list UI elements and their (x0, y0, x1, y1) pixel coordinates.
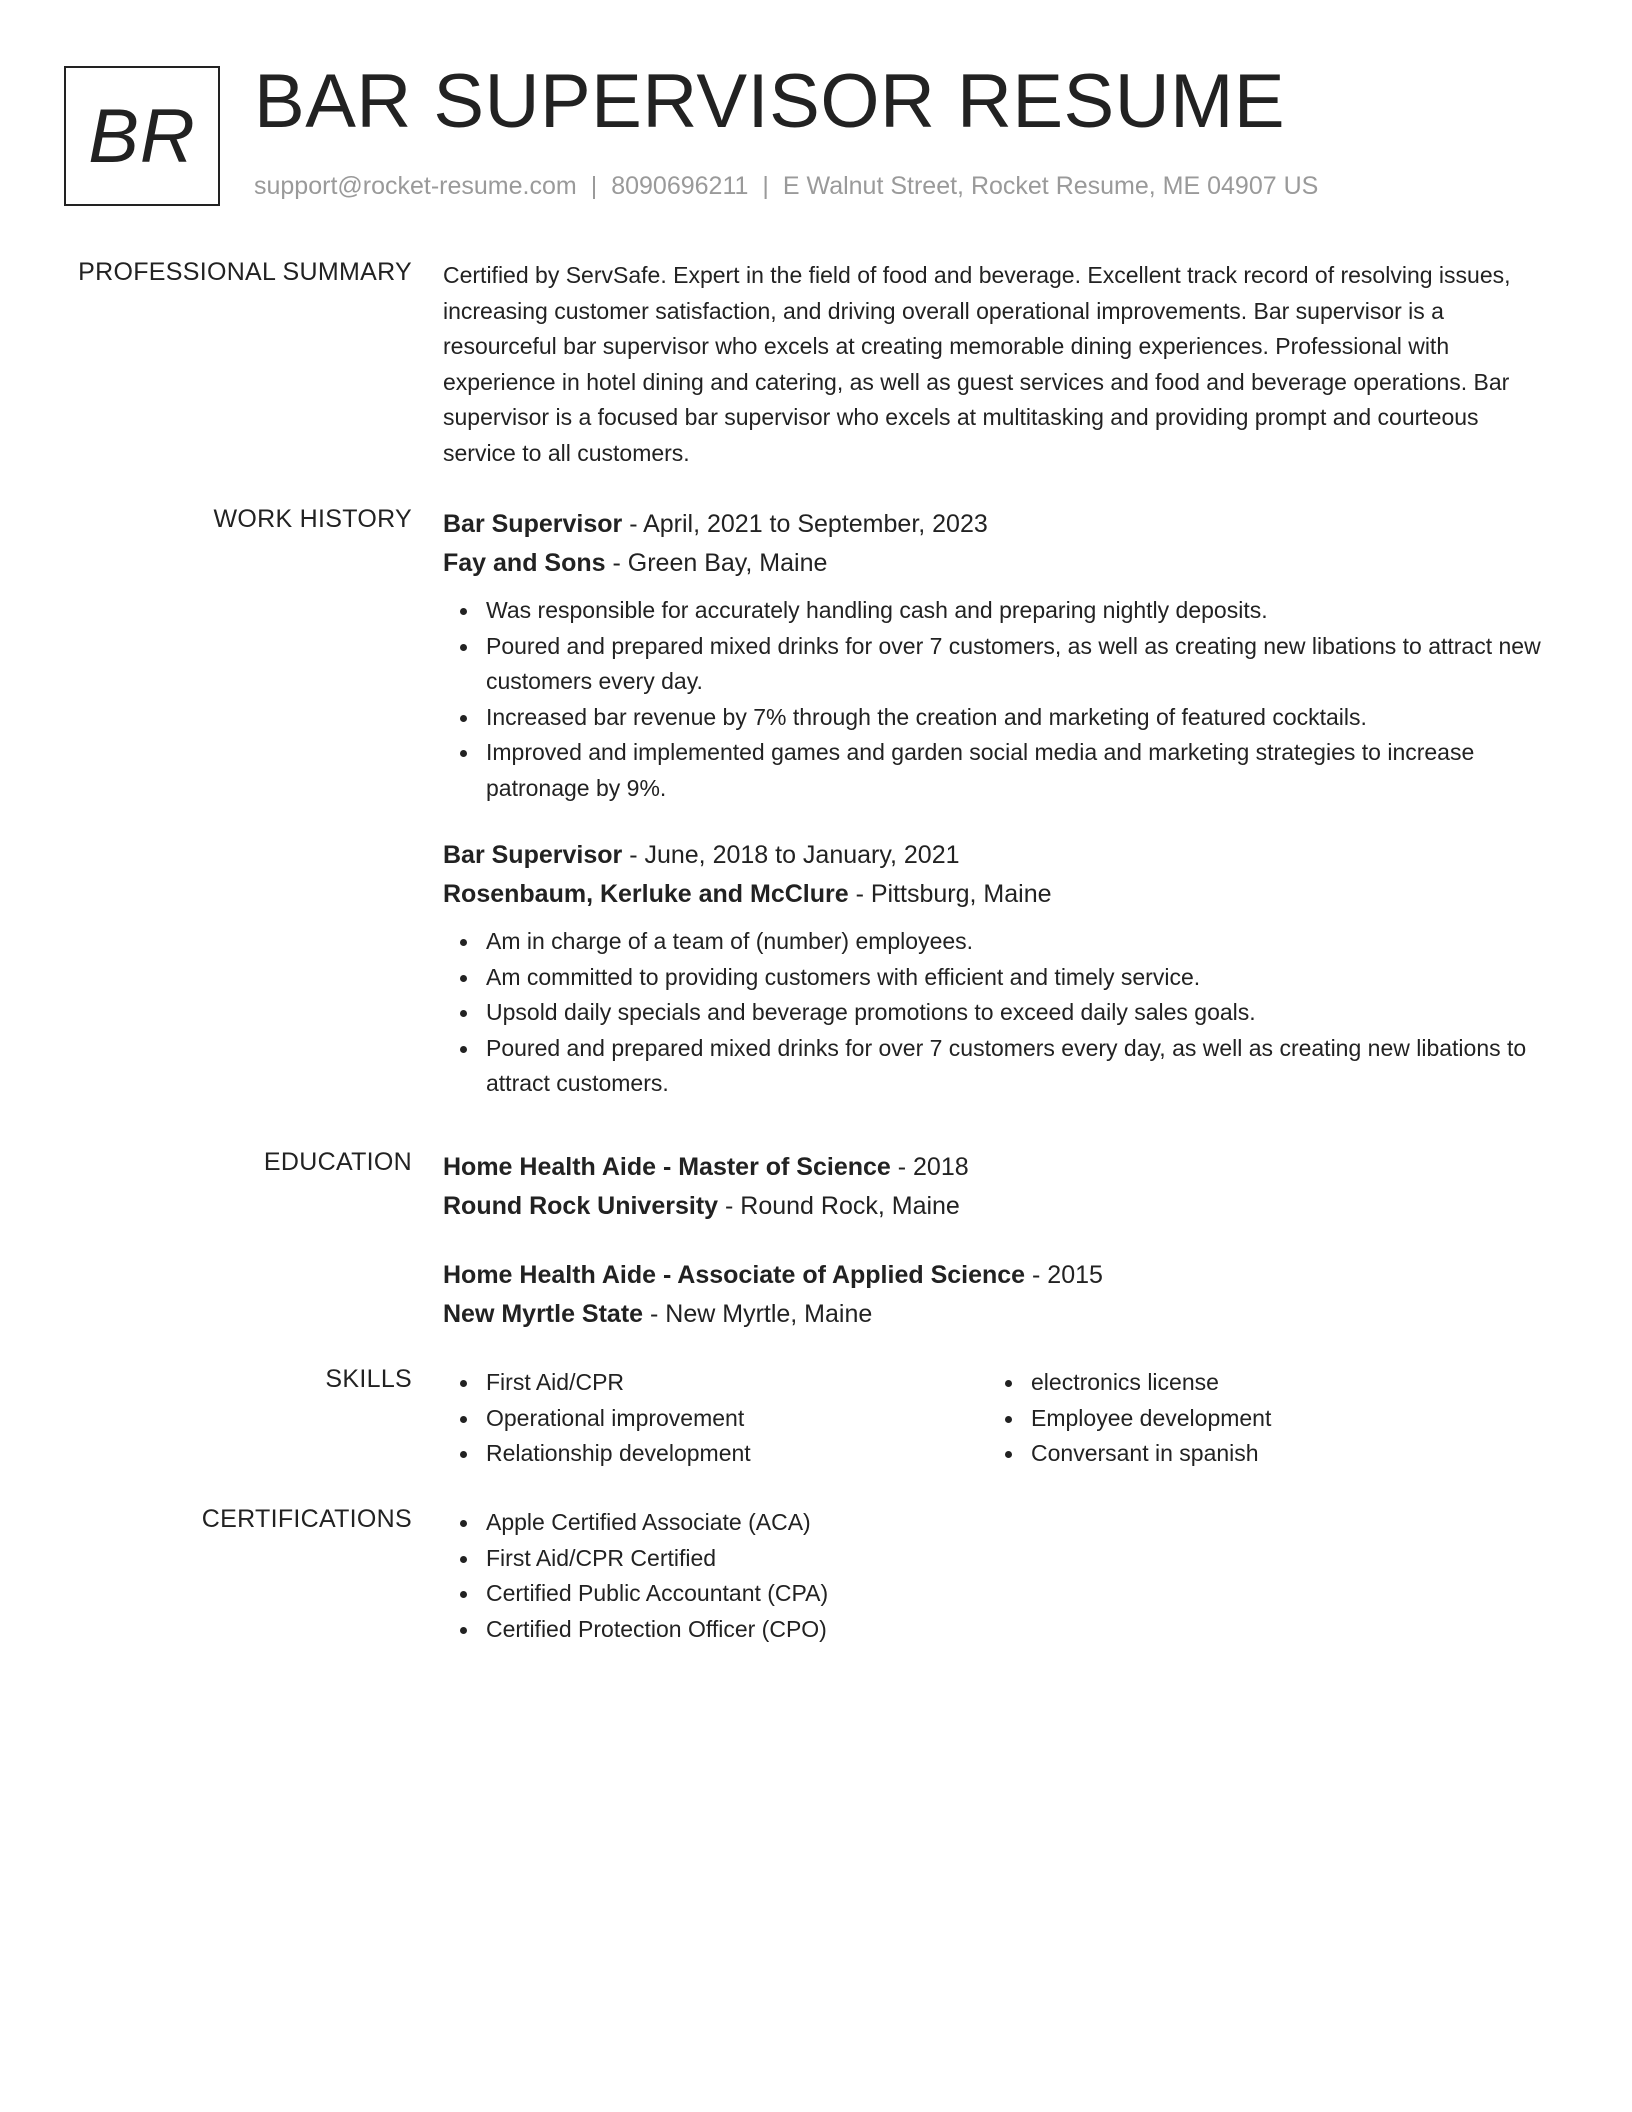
job-company: Fay and Sons (443, 549, 606, 577)
job-bullets (443, 924, 1548, 1102)
list-item: Was responsible for accurately handling cash and preparing nightly deposits. (486, 593, 1548, 629)
list-item: Certified Public Accountant (CPA) (486, 1576, 1548, 1612)
contact-phone: 8090696211 (611, 172, 749, 200)
education-entry (443, 1256, 1548, 1334)
section-heading: EDUCATION (263, 1148, 412, 1176)
job-title-line (443, 505, 1548, 544)
job-dates: - April, 2021 to September, 2023 (622, 510, 988, 538)
list-item: Poured and prepared mixed drinks for over 7 customers every day, as well as creating new libations to attract customers. (486, 1031, 1548, 1102)
school: New Myrtle State (443, 1300, 644, 1328)
list-item: Apple Certified Associate (ACA) (486, 1505, 1548, 1541)
skills-column-right (988, 1365, 1533, 1472)
list-item: Certified Protection Officer (CPO) (486, 1612, 1548, 1648)
job-entry (443, 836, 1548, 1102)
list-item: First Aid/CPR (486, 1365, 988, 1401)
certifications-list (443, 1505, 1548, 1647)
list-item: Poured and prepared mixed drinks for over 7 customers, as well as creating new libations to attract new customers every day. (486, 629, 1548, 700)
summary-body (443, 258, 1548, 471)
list-item: Employee development (1031, 1401, 1533, 1437)
job-company-line (443, 544, 1548, 583)
degree: Home Health Aide - Master of Science (443, 1153, 891, 1181)
contact-separator: | (590, 172, 598, 200)
job-company: Rosenbaum, Kerluke and McClure (443, 880, 849, 908)
school-location: - New Myrtle, Maine (643, 1300, 873, 1328)
school: Round Rock University (443, 1192, 719, 1220)
certifications-body (443, 1505, 1548, 1647)
degree-line (443, 1256, 1548, 1295)
section-heading: PROFESSIONAL SUMMARY (78, 258, 412, 286)
job-location: - Pittsburg, Maine (848, 880, 1052, 908)
list-item: electronics license (1031, 1365, 1533, 1401)
list-item: Increased bar revenue by 7% through the creation and marketing of featured cocktails. (486, 700, 1548, 736)
list-item: First Aid/CPR Certified (486, 1541, 1548, 1577)
degree-line (443, 1148, 1548, 1187)
degree-year: - 2015 (1025, 1261, 1103, 1289)
school-line (443, 1295, 1548, 1334)
contact-address: E Walnut Street, Rocket Resume, ME 04907 US (782, 172, 1319, 200)
degree: Home Health Aide - Associate of Applied Science (443, 1261, 1026, 1289)
education-entry (443, 1148, 1548, 1226)
job-title: Bar Supervisor (443, 510, 623, 538)
section-heading: WORK HISTORY (213, 505, 412, 533)
list-item: Improved and implemented games and garden social media and marketing strategies to increase patronage by 9%. (486, 735, 1548, 806)
contact-separator: | (762, 172, 769, 200)
skills-list (988, 1365, 1533, 1472)
contact-email: support@rocket-resume.com (254, 172, 577, 200)
job-entry (443, 505, 1548, 806)
job-title-line (443, 836, 1548, 875)
degree-year: - 2018 (890, 1153, 969, 1181)
job-title: Bar Supervisor (443, 841, 623, 869)
education-body (443, 1148, 1548, 1334)
section-heading: CERTIFICATIONS (201, 1505, 412, 1533)
skills-grid (443, 1365, 1548, 1472)
list-item: Relationship development (486, 1436, 988, 1472)
job-bullets (443, 593, 1548, 806)
summary-text: Certified by ServSafe. Expert in the field of food and beverage. Excellent track record of resolving issues, increasing customer satisfaction, and driving overall operational improvements. Bar supervisor is a resourceful bar supervisor who excels at creating memorable dining experiences. Professional with experience in hotel dining and catering, as well as guest services and food and beverage operations. Bar supervisor is a focused bar supervisor who excels at multitasking and providing prompt and courteous service to all customers. (443, 262, 1511, 466)
list-item: Operational improvement (486, 1401, 988, 1437)
section-heading: SKILLS (325, 1365, 412, 1393)
school-line (443, 1187, 1548, 1226)
skills-body (443, 1365, 1548, 1472)
list-item: Upsold daily specials and beverage promotions to exceed daily sales goals. (486, 995, 1548, 1031)
list-item: Conversant in spanish (1031, 1436, 1533, 1472)
contact-line (254, 172, 1318, 201)
job-dates: - June, 2018 to January, 2021 (622, 841, 960, 869)
list-item: Am in charge of a team of (number) employees. (486, 924, 1548, 960)
monogram-logo: BR (64, 66, 220, 206)
page-title: BAR SUPERVISOR RESUME (254, 59, 1286, 144)
job-location: - Green Bay, Maine (605, 549, 828, 577)
job-company-line (443, 875, 1548, 914)
list-item: Am committed to providing customers with efficient and timely service. (486, 960, 1548, 996)
work-history-body (443, 505, 1548, 1102)
school-location: - Round Rock, Maine (718, 1192, 960, 1220)
skills-column-left (443, 1365, 988, 1472)
skills-list (443, 1365, 988, 1472)
